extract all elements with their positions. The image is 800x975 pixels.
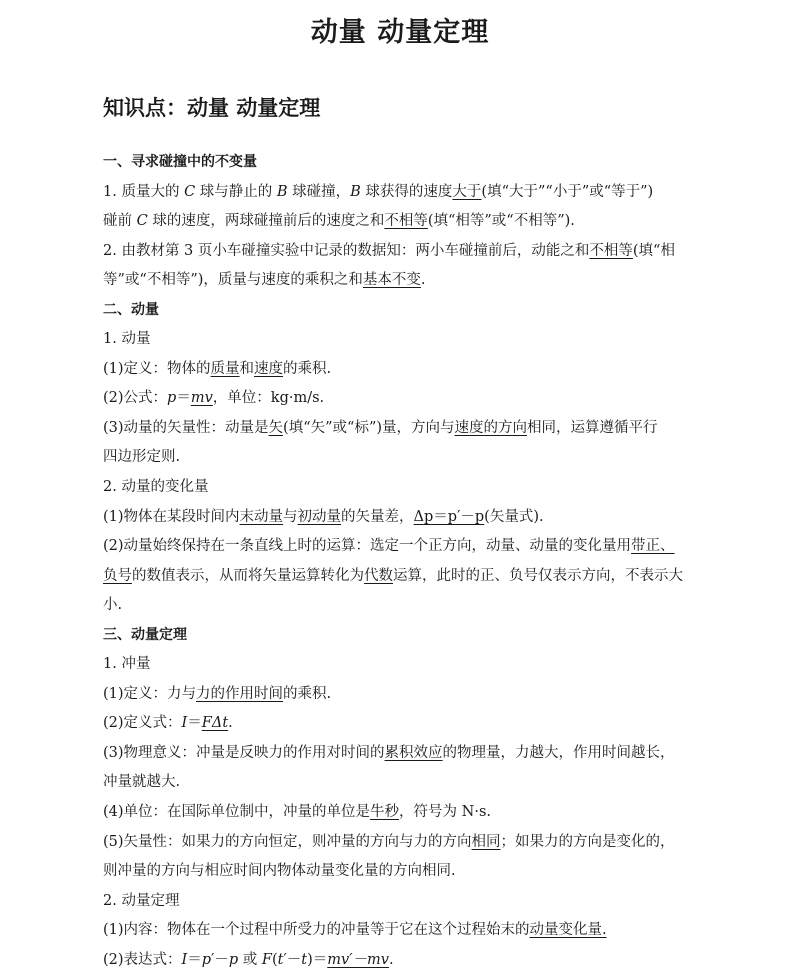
text-run: 碰前 <box>103 213 137 230</box>
text-line <box>103 207 703 237</box>
text-run: ( <box>271 951 278 968</box>
text-run: . <box>420 272 426 289</box>
answer-blank: 累积效应 <box>384 744 443 761</box>
text-run: ＝ <box>187 951 202 968</box>
document-body <box>103 148 703 975</box>
text-run: 2. 动量定理 <box>103 892 180 909</box>
text-run: p <box>201 951 212 968</box>
text-run: p <box>228 951 239 968</box>
text-run: 一、寻求碰撞中的不变量 <box>103 154 257 170</box>
text-run: 相同，运算遵循平行 <box>527 419 658 436</box>
answer-blank: 不相等 <box>589 242 633 259</box>
text-run: 的物理量，力越大，作用时间越长， <box>442 744 675 761</box>
text-run: (2)公式： <box>103 390 168 407</box>
text-run: 球碰撞， <box>287 183 351 200</box>
text-run: F <box>261 951 272 968</box>
section-heading <box>103 621 703 651</box>
text-run: 小. <box>103 597 123 614</box>
text-run: (1)内容：物体在一个过程中所受力的冲量等于它在这个过程始末的 <box>103 922 530 939</box>
text-run: 或 <box>238 951 262 968</box>
text-run: (1)定义：力与 <box>103 685 197 702</box>
text-line <box>103 384 703 414</box>
text-run: ＝ <box>187 715 202 732</box>
text-run: (1)物体在某段时间内 <box>103 508 240 525</box>
answer-blank: 相同 <box>471 833 501 850</box>
text-run: 等”或“不相等”)，质量与速度的乘积之和 <box>103 272 363 289</box>
answer-blank: 力的作用时间 <box>196 685 284 702</box>
text-run: ′－ <box>283 951 302 968</box>
text-line <box>103 680 703 710</box>
text-run: 2. 由教材第 3 页小车碰撞实验中记录的数据知：两小车碰撞前后，动能之和 <box>103 242 590 259</box>
text-run: 的乘积. <box>283 685 332 702</box>
section-heading <box>103 148 703 178</box>
text-run: 则冲量的方向与相应时间内物体动量变化量的方向相同. <box>103 863 456 880</box>
text-run: p <box>167 390 177 407</box>
answer-blank: 质量 <box>210 360 240 377</box>
text-run: 球的速度，两球碰撞前后的速度之和 <box>147 213 385 230</box>
text-run: 冲量就越大. <box>103 774 181 791</box>
answer-blank: 大于 <box>452 183 482 200</box>
text-run: B <box>350 183 361 200</box>
text-run: (4)单位：在国际单位制中，冲量的单位是 <box>103 804 371 821</box>
answer-blank: 代数 <box>364 567 393 584</box>
answer-blank: 负号 <box>103 567 132 584</box>
text-run: 的数值表示，从而将矢量运算转化为 <box>132 567 364 584</box>
text-run: ；如果力的方向是变化的， <box>500 833 675 850</box>
text-line <box>103 414 703 444</box>
text-run: t <box>277 951 284 968</box>
text-line <box>103 650 703 680</box>
text-run: C <box>184 183 196 200</box>
text-run: 的矢量差， <box>341 508 414 525</box>
text-line <box>103 828 703 858</box>
section-heading: 知识点：动量 动量定理 <box>103 96 321 120</box>
text-run: 三、动量定理 <box>103 626 187 643</box>
section-heading <box>103 296 703 326</box>
text-run: 1. 质量大的 <box>103 183 185 200</box>
text-run: . <box>228 715 233 732</box>
text-run: 1. 冲量 <box>103 656 151 673</box>
text-run: 运算，此时的正、负号仅表示方向，不表示大 <box>393 567 683 584</box>
answer-blank: 速度 <box>254 360 284 377</box>
text-line <box>103 355 703 385</box>
text-run: (2)表达式： <box>103 951 182 968</box>
text-line <box>103 237 703 267</box>
text-run: (填“矢”或“标”)量，方向与 <box>283 419 455 436</box>
answer-blank: 初动量 <box>297 508 342 525</box>
text-line <box>103 946 703 975</box>
text-line <box>103 887 703 917</box>
text-run: t <box>301 951 308 968</box>
text-line <box>103 916 703 946</box>
text-line <box>103 857 703 887</box>
answer-blank: 不相等 <box>384 213 428 230</box>
text-line <box>103 768 703 798</box>
page-title: 动量 动量定理 <box>310 17 490 48</box>
text-run: 二、动量 <box>103 301 159 318</box>
answer-blank: 动量变化量. <box>529 922 607 939</box>
text-run: I <box>181 715 188 732</box>
answer-blank: Δp＝p′－p <box>413 508 485 525</box>
answer-blank: mv′－mv <box>327 951 389 968</box>
text-run: (2)动量始终保持在一条直线上时的运算：选定一个正方向，动量、动量的变化量用 <box>103 538 632 555</box>
text-run: (5)矢量性：如果力的方向恒定，则冲量的方向与力的方向 <box>103 833 472 850</box>
text-run: (3)动量的矢量性：动量是 <box>103 419 269 436</box>
answer-blank: 牛秒 <box>370 804 400 821</box>
text-run: 2. 动量的变化量 <box>103 479 209 496</box>
text-run: (1)定义：物体的 <box>103 360 211 377</box>
answer-blank: 末动量 <box>239 508 284 525</box>
text-run: ，单位：kg·m/s. <box>212 390 325 407</box>
text-line <box>103 325 703 355</box>
text-run: C <box>136 213 148 230</box>
answer-blank: FΔt <box>201 715 229 732</box>
answer-blank: 带正、 <box>631 538 675 555</box>
text-line <box>103 473 703 503</box>
text-run: 和 <box>239 360 255 377</box>
text-run: (填“相 <box>632 242 675 259</box>
text-line <box>103 266 703 296</box>
text-line <box>103 532 703 562</box>
text-run: (3)物理意义：冲量是反映力的作用对时间的 <box>103 744 385 761</box>
text-line <box>103 562 703 592</box>
text-line <box>103 591 703 621</box>
answer-blank: 速度的方向 <box>454 419 528 436</box>
text-run: (填“大于”“小于”或“等于”) <box>481 183 654 200</box>
text-run: ＝ <box>176 390 191 407</box>
text-run: (矢量式). <box>484 508 544 525</box>
text-run: I <box>181 951 188 968</box>
text-run: 1. 动量 <box>103 331 151 348</box>
text-line <box>103 798 703 828</box>
text-run: 四边形定则. <box>103 449 181 466</box>
text-line <box>103 739 703 769</box>
answer-blank: mv <box>190 390 213 407</box>
text-run: (2)定义式： <box>103 715 182 732</box>
text-run: )＝ <box>307 951 328 968</box>
text-run: ′－ <box>211 951 229 968</box>
text-line <box>103 503 703 533</box>
answer-blank: 基本不变 <box>362 272 421 289</box>
text-run: B <box>276 183 288 200</box>
text-run: (填“相等”或“不相等”). <box>427 213 575 230</box>
text-run: 的乘积. <box>283 360 332 377</box>
text-line <box>103 709 703 739</box>
answer-blank: 矢 <box>268 419 284 436</box>
text-line <box>103 178 703 208</box>
text-run: . <box>388 951 394 968</box>
text-run: ，符号为 N·s. <box>399 804 492 821</box>
text-line <box>103 443 703 473</box>
text-run: 球获得的速度 <box>360 183 453 200</box>
text-run: 与 <box>283 508 298 525</box>
text-run: 球与静止的 <box>195 183 277 200</box>
